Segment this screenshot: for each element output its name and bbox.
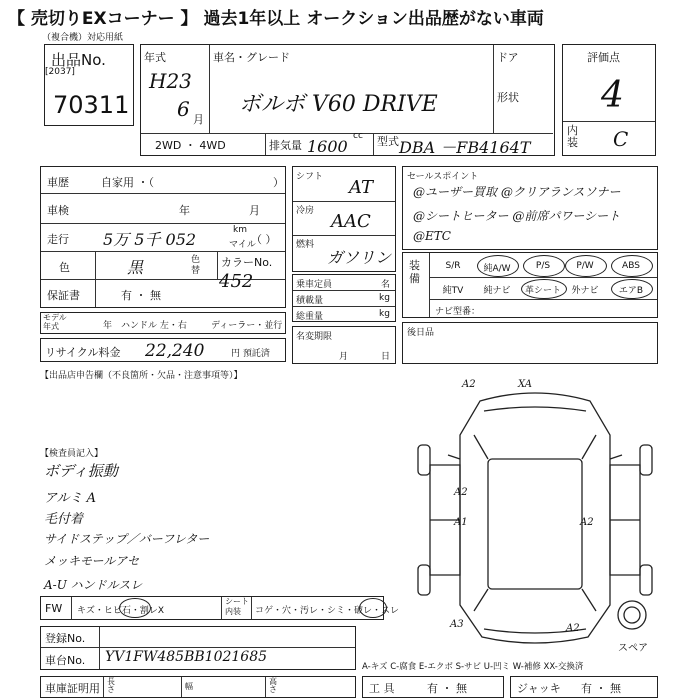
sales-points-label: セールスポイント: [407, 172, 479, 182]
mark-circle-fw: [119, 598, 151, 618]
mileage-unit-mile: マイル: [229, 240, 256, 250]
inspector-note-1: ボディ振動: [44, 462, 118, 480]
equip-navi: 純ナビ: [483, 286, 511, 296]
car-name-label: 車名・グレード: [213, 51, 290, 64]
fuel-value: ガソリン: [327, 248, 392, 267]
weight-unit: kg: [379, 309, 390, 319]
registration-box: [40, 626, 356, 670]
score-box: [562, 44, 656, 156]
cert-length: 長さ: [107, 677, 115, 694]
spare-label: スペア: [618, 643, 648, 654]
damage-legend: A-キズ C-腐食 E-エクボ S-サビ U-凹ミ W-補修 XX-交換済: [362, 662, 584, 672]
door-label: ドア: [497, 51, 519, 64]
equip-abs: ABS: [622, 261, 640, 271]
mark-circle-ps: [523, 255, 565, 277]
color-label: 色: [59, 261, 70, 274]
shift-value: AT: [349, 177, 374, 198]
name-change-month: 月: [339, 352, 349, 362]
inspection-year: 年: [179, 204, 190, 217]
tools-box: [362, 676, 504, 698]
inspector-label: 【検査員記入】: [40, 449, 104, 459]
model-value: DBA －FB4164T: [399, 138, 531, 157]
history-value: 自家用 ・（: [101, 176, 154, 189]
year-era: H23: [149, 69, 192, 93]
mark-a2-front: A2: [462, 379, 476, 390]
mark-xa-front: XA: [518, 379, 532, 390]
sales-point-1: @ユーザー買取 @クリアランスソナー: [413, 185, 621, 199]
interior-value: C: [613, 127, 629, 151]
cert-height: 高さ: [269, 677, 277, 694]
warranty-value: 有 ・ 無: [121, 289, 161, 302]
equip-ps: P/S: [535, 261, 551, 271]
inspector-note-2: アルミ A: [44, 491, 97, 506]
model-year-dealer: ディーラー・並行: [211, 321, 283, 331]
model-year-row: [40, 312, 286, 334]
drive-type: 2WD ・ 4WD: [155, 139, 226, 152]
warranty-label: 保証書: [47, 289, 80, 302]
recycle-row: [40, 338, 286, 362]
info-table: [40, 166, 286, 308]
shift-label: シフト: [296, 172, 324, 182]
seat-items: コゲ・穴・汚レ・シミ・破レ・スレ: [255, 606, 400, 616]
aircon-value: AAC: [331, 211, 371, 232]
equip-tv: 純TV: [442, 286, 464, 296]
load-label: 積載量: [296, 296, 324, 306]
equipment-label: 装備: [409, 259, 420, 285]
mark-circle-alloy: [477, 255, 519, 277]
mark-a3-rear: A3: [450, 619, 464, 630]
fw-items: キズ・ヒビ石・割レX: [77, 606, 164, 616]
model-year-handle: ハンドル 左・右: [121, 321, 187, 331]
equip-ext-navi: 外ナビ: [571, 286, 599, 296]
load-unit: kg: [379, 293, 390, 303]
history-close: ）: [273, 176, 284, 189]
recycle-unit: 円 預託済: [231, 349, 270, 359]
year-label: 年式: [144, 51, 166, 64]
lot-label: 出品No.: [51, 51, 106, 69]
score-value: 4: [601, 75, 624, 116]
car-name-value: ボルボ V60 DRIVE: [239, 92, 438, 117]
car-info-box: [140, 44, 555, 156]
tools-label: 工 具: [369, 682, 395, 695]
year-month-unit: 月: [193, 113, 204, 126]
navi-model: ナビ型番：: [435, 307, 481, 317]
page-banner: 【 売切りEXコーナー 】 過去1年以上 オークション出品歴がない車両: [0, 0, 700, 32]
subheader: （複合機）対応用紙: [42, 33, 124, 43]
recycle-value: 22,240: [145, 341, 205, 361]
name-change-label: 名変期限: [296, 332, 333, 342]
score-label: 評価点: [587, 51, 620, 64]
color-change: 色替: [191, 255, 201, 276]
tools-value: 有 ・ 無: [427, 682, 467, 695]
weight-label: 総重量: [296, 312, 324, 322]
mark-a2-rear: A2: [566, 623, 580, 634]
color-value: 黒: [127, 258, 144, 277]
sales-point-2: @シートヒーター @前席パワーシート: [413, 209, 621, 223]
jack-box: [510, 676, 658, 698]
model-year-label: モデル年式: [43, 313, 67, 331]
mark-circle-seat: [359, 598, 387, 618]
recycle-label: リサイクル料金: [45, 346, 121, 359]
after-items-box: [402, 322, 658, 364]
sales-point-3: @ETC: [413, 229, 451, 243]
capacity-label: 乗車定員: [296, 280, 333, 290]
seat-label: シート内装: [225, 597, 249, 616]
equip-pw: P/W: [576, 261, 594, 271]
registration-label: 登録No.: [45, 632, 86, 645]
report-label: 【出品店申告欄（不良箇所・欠品・注意事項等）】: [40, 371, 243, 381]
displacement-value: 1600: [307, 137, 348, 156]
garage-cert-box: [40, 676, 356, 698]
mileage-paren: （ ）: [251, 233, 277, 246]
garage-cert-label: 車庫証明用: [45, 682, 100, 695]
jack-label: ジャッキ: [517, 682, 561, 695]
inspector-note-3: 毛付着: [44, 512, 84, 527]
history-label: 車歴: [47, 176, 69, 189]
color-code: 452: [219, 271, 254, 292]
mechanics-box: [292, 166, 396, 272]
after-items-label: 後日品: [407, 328, 435, 338]
lot-code: [2037]: [45, 67, 75, 77]
capacity-unit: 名: [381, 280, 391, 290]
model-label: 型式: [377, 135, 399, 148]
mark-a2-left: A2: [454, 487, 468, 498]
chassis-value: YV1FW485BB1021685: [105, 649, 268, 665]
mark-circle-airbag: [611, 279, 653, 299]
mark-a1-left: A1: [454, 517, 468, 528]
mileage-value: 5万 5千 052: [103, 230, 197, 249]
car-damage-diagram: [410, 375, 660, 665]
interior-label: 内装: [567, 124, 578, 149]
aircon-label: 冷房: [296, 206, 315, 216]
inspector-note-5: メッキモールアセ: [44, 554, 140, 568]
fw-label: FW: [45, 602, 63, 615]
mark-circle-leather: [521, 279, 567, 299]
inspection-month: 月: [249, 204, 260, 217]
equip-alloy: 純A/W: [483, 264, 511, 274]
year-month: 6: [177, 97, 190, 121]
equip-sunroof: S/R: [445, 261, 461, 271]
inspector-note-6: A-U ハンドルスレ: [44, 578, 143, 592]
equipment-box: [402, 252, 658, 318]
name-change-box: [292, 326, 396, 364]
inspector-note-4: サイドステップ／バーフレター: [44, 532, 210, 546]
mark-circle-abs: [611, 255, 653, 277]
mark-circle-pw: [565, 255, 607, 277]
inspection-label: 車検: [47, 204, 69, 217]
chassis-label: 車台No.: [45, 654, 86, 667]
shape-label: 形状: [497, 91, 519, 104]
cert-width: 幅: [185, 682, 193, 691]
color-code-label: カラーNo.: [221, 256, 273, 269]
fw-row: [40, 596, 400, 620]
mileage-label: 走行: [47, 233, 69, 246]
displacement-unit: cc: [353, 131, 363, 141]
mileage-unit-km: km: [233, 225, 247, 235]
sales-points-box: [402, 166, 658, 250]
jack-value: 有 ・ 無: [581, 682, 621, 695]
displacement-label: 排気量: [269, 139, 302, 152]
lot-number: 70311: [53, 91, 130, 119]
fuel-label: 燃料: [296, 240, 315, 250]
name-change-day: 日: [381, 352, 391, 362]
capacity-box: [292, 274, 396, 322]
equip-leather: 革シート: [524, 286, 561, 296]
model-year-year: 年: [103, 321, 113, 331]
mark-a2-right: A2: [580, 517, 594, 528]
equip-airbag: エアB: [618, 286, 644, 296]
lot-box: [44, 44, 134, 126]
